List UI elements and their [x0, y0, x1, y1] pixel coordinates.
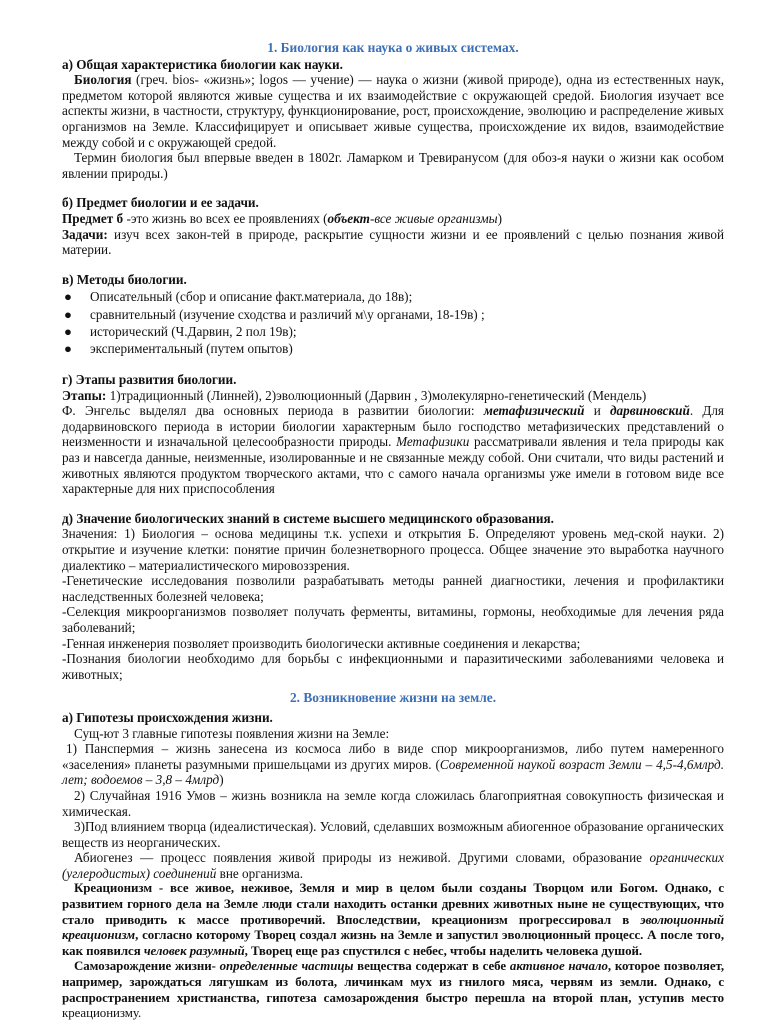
- subsection-heading: в) Методы биологии.: [62, 271, 187, 287]
- list-item: ● сравнительный (изучение сходства и различий м\у органами, 18-19в) ;: [64, 306, 485, 322]
- subsection-heading: а) Гипотезы происхождения жизни.: [62, 709, 273, 725]
- paragraph: -Селекция микроорганизмов позволяет получать ферменты, витамины, гормоны, необходимые для лечения ряда заболеваний;: [62, 604, 724, 635]
- bullet-icon: ●: [64, 340, 72, 356]
- list-item: ● экспериментальный (путем опытов): [64, 340, 293, 356]
- paragraph: 2) Случайная 1916 Умов – жизнь возникла на земле когда сложилась благоприятная совокупность физическая и химическая.: [62, 787, 724, 819]
- paragraph: Сущ-ют 3 главные гипотезы появления жизни на Земле:: [74, 725, 390, 741]
- subsection-heading: г) Этапы развития биологии.: [62, 372, 237, 388]
- subsection-heading: а) Общая характеристика биологии как науки.: [62, 56, 343, 72]
- paragraph: Этапы: 1)традиционный (Линней), 2)эволюционный (Дарвин , 3)молекулярно-генетический (Мендель): [62, 387, 647, 403]
- bullet-icon: ●: [64, 306, 72, 322]
- subsection-heading: д) Значение биологических знаний в системе высшего медицинского образования.: [62, 510, 554, 526]
- paragraph: Задачи: изуч всех закон-тей в природе, раскрытие сущности жизни и ее проявлений с целью познания живой материи.: [62, 226, 724, 258]
- paragraph: Биология (греч. bios- «жизнь»; logos — учение) — наука о жизни (живой природе), одна из естественных наук, предметом которой являются живые существа и их взаимодействие с окружающей средой. Биология изучает все аспекты жизни, в частности, структуру, функционирование, рост, происхождение, эволюцию и распределение живых организмов на Земле. Классифицирует и описывает живые существа, происхождение их видов, взаимодействие между собой и с окружающей средой.: [62, 72, 724, 150]
- list-item: ● Описательный (сбор и описание факт.материала, до 18в);: [64, 289, 413, 305]
- subsection-heading: б) Предмет биологии и ее задачи.: [62, 195, 259, 211]
- methods-list: [62, 289, 724, 356]
- paragraph: -Генная инженерия позволяет производить биологически активные соединения и лекарства;: [62, 635, 581, 651]
- paragraph: Абиогенез — процесс появления живой природы из неживой. Другими словами, образование органических (углеродистых) соединений вне организма.: [62, 850, 724, 881]
- section-title: 2. Возникновение жизни на земле.: [289, 690, 497, 706]
- bullet-icon: ●: [64, 323, 72, 339]
- paragraph: 1) Панспермия – жизнь занесена из космоса либо в виде спор микроорганизмов, либо путем намеренного «заселения» планеты разумными пришельцами из других миров. (Современной наукой возраст Земли – 4,5-4,6млрд. лет; водоемов – 3,8 – 4млрд): [62, 741, 724, 788]
- list-item: ● исторический (Ч.Дарвин, 2 пол 19в);: [64, 323, 297, 339]
- paragraph: 3)Под влиянием творца (идеалистическая). Условий, сделавших возможным абиогенное образование органических веществ из неорганических.: [62, 819, 724, 850]
- paragraph: Предмет б -это жизнь во всех ее проявлениях (объект-все живые организмы): [62, 210, 503, 226]
- section-title: 1. Биология как наука о живых системах.: [267, 40, 519, 55]
- bullet-icon: ●: [64, 289, 72, 305]
- paragraph: Термин биология был впервые введен в 1802г. Ламарком и Тревиранусом (для обоз-я науки о жизни как особом явлении природы.): [62, 150, 724, 181]
- paragraph: Ф. Энгельс выделял два основных периода в развитии биологии: метафизический и дарвиновский. Для додарвиновского периода в истории биологии характерным было господство метафизических представлений о неизменности и изначальной целесообразности природы. Метафизики рассматривали явления и тела природы как раз и навсегда данные, неизменные, изолированные и не связанные между собой. Они считали, что виды растений и животных являются продуктом творческого актами, что с самого начала организмы уже имели в готовом виде все характерные для них приспособления: [62, 403, 724, 497]
- paragraph: Креационизм - все живое, неживое, Земля и мир в целом были созданы Творцом или Богом. Однако, с развитием горного дела на Земле люди стали находить останки древних животных ныне не существующих, что стало приводить к массе противоречий. Впоследствии, креационизм прогрессировал в эволюционный креационизм, согласно которому Творец создал жизнь на Земле и запустил эволюционный процесс. А после того, как появился человек разумный, Творец еще раз спустился с небес, чтобы наделить человека душой.: [62, 881, 724, 958]
- paragraph: -Генетические исследования позволили разрабатывать методы ранней диагностики, лечения и профилактики наследственных болезней человека;: [62, 573, 724, 604]
- paragraph: -Познания биологии необходимо для борьбы с инфекционными и паразитическими заболеваниями человека и животных;: [62, 651, 724, 682]
- paragraph: Самозарождение жизни- определенные частицы вещества содержат в себе активное начало, которое позволяет, например, зарождаться лягушкам из болота, личинкам мух из гнилого мяса, червям из земли. Однако, с распространением христианства, гипотеза самозарождения быстро перешла на второй план, уступив место креационизму.: [62, 959, 725, 1021]
- term-biology: Биология: [74, 72, 132, 88]
- paragraph: Значения: 1) Биология – основа медицины т.к. успехи и открытия Б. Определяют уровень мед-ской науки. 2) открытие и изучение клетки: понятие причин болезнетворного процесса. Общее значение это выработка научного диалектико – материалистического мировоззрения.: [62, 526, 724, 573]
